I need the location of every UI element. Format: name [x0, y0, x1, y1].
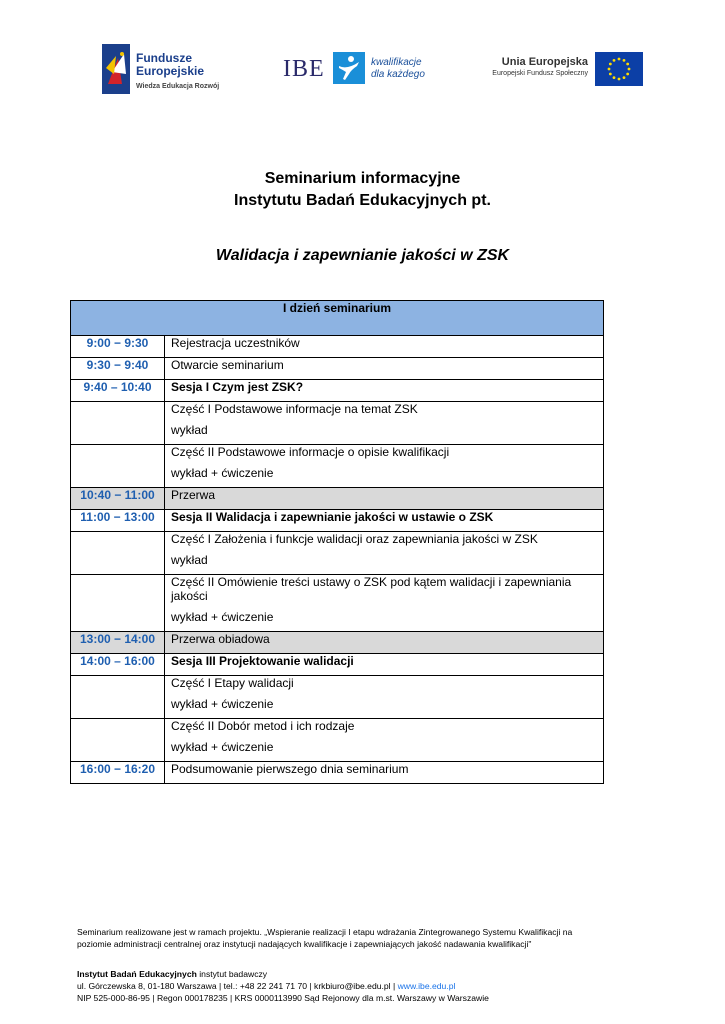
part-format: wykład + ćwiczenie [171, 697, 274, 711]
title-line1: Seminarium informacyjne [264, 170, 461, 187]
time-cell: 9:40 – 10:40 [71, 380, 165, 402]
ue-line2: Europejski Fundusz Społeczny [492, 70, 588, 77]
time-cell: 13:00 − 14:00 [71, 632, 165, 654]
eu-star-icon [613, 76, 616, 79]
break-row [71, 632, 604, 654]
time-cell [71, 532, 165, 575]
eu-star-icon [613, 59, 616, 62]
website-link[interactable]: www.ibe.edu.pl [397, 981, 456, 991]
agenda-header-row [71, 301, 604, 336]
time-cell: 9:30 − 9:40 [71, 358, 165, 380]
table-row [71, 510, 604, 532]
title-line2: Instytutu Badań Edukacyjnych pt. [234, 192, 491, 209]
eu-star-icon [608, 68, 611, 71]
fe-line1: Fundusze [136, 51, 192, 65]
part-format: wykład [171, 553, 208, 567]
part-title: Część II Dobór metod i ich rodzaje [171, 719, 355, 733]
part-format: wykład + ćwiczenie [171, 740, 274, 754]
project-note-line2: poziomie administracji centralnej oraz instytucji nadających kwalifikacje i zapewniających jakość nadawania kwalifikacji" [77, 939, 532, 949]
org-line [77, 968, 657, 980]
eu-flag-icon [595, 52, 643, 86]
ibe-logo [283, 52, 443, 88]
eu-star-icon [626, 63, 629, 66]
time-cell [71, 402, 165, 445]
time-cell: 9:00 − 9:30 [71, 336, 165, 358]
table-row [71, 402, 604, 445]
desc-cell: Podsumowanie pierwszego dnia seminarium [165, 762, 604, 784]
agenda-table [70, 300, 604, 784]
time-cell: 14:00 – 16:00 [71, 654, 165, 676]
page-title [0, 168, 725, 212]
unia-europejska-logo [482, 52, 647, 86]
time-cell: 11:00 − 13:00 [71, 510, 165, 532]
time-cell [71, 575, 165, 632]
part-format: wykład [171, 423, 208, 437]
table-row [71, 358, 604, 380]
table-row [71, 575, 604, 632]
eu-star-icon [609, 73, 612, 76]
part-title: Część I Etapy walidacji [171, 676, 294, 690]
session-cell: Sesja III Projektowanie walidacji [165, 654, 604, 676]
part-title: Część I Podstawowe informacje na temat ZSK [171, 402, 418, 416]
address-line [77, 980, 657, 992]
desc-cell [165, 719, 604, 762]
fe-flag-icon [102, 44, 130, 94]
time-cell: 16:00 − 16:20 [71, 762, 165, 784]
desc-cell: Przerwa [165, 488, 604, 510]
desc-cell [165, 445, 604, 488]
session-cell: Sesja I Czym jest ZSK? [165, 380, 604, 402]
desc-cell: Przerwa obiadowa [165, 632, 604, 654]
table-row [71, 654, 604, 676]
ibe-tagline2: dla każdego [371, 69, 425, 80]
desc-cell: Rejestracja uczestników [165, 336, 604, 358]
table-row [71, 336, 604, 358]
org-name: Instytut Badań Edukacyjnych [77, 969, 197, 979]
logo-bar [0, 40, 725, 100]
eu-star-icon [628, 68, 631, 71]
project-note [77, 926, 657, 950]
desc-cell [165, 676, 604, 719]
break-row [71, 488, 604, 510]
ibe-tagline1: kwalifikacje [371, 57, 422, 68]
eu-star-icon [618, 78, 621, 81]
part-title: Część II Omówienie treści ustawy o ZSK pod kątem walidacji i zapewniania [171, 575, 572, 589]
part-title: Część II Podstawowe informacje o opisie kwalifikacji [171, 445, 450, 459]
desc-cell [165, 532, 604, 575]
address: ul. Górczewska 8, 01-180 Warszawa | tel.: +48 22 241 71 70 | krkbiuro@ibe.edu.pl | [77, 981, 398, 991]
table-row [71, 532, 604, 575]
part-format: wykład + ćwiczenie [171, 610, 274, 624]
eu-star-icon [609, 63, 612, 66]
eu-star-icon [623, 76, 626, 79]
footer [77, 926, 657, 1004]
fe-line3: Wiedza Edukacja Rozwój [136, 83, 220, 90]
ibe-figure-icon [333, 52, 365, 84]
eu-star-icon [623, 59, 626, 62]
org-type: instytut badawczy [196, 969, 268, 979]
fe-line2: Europejskie [136, 64, 205, 78]
eu-star-icon [626, 73, 629, 76]
time-cell [71, 719, 165, 762]
part-format: wykład + ćwiczenie [171, 466, 274, 480]
part-title-cont: jakości [171, 589, 208, 603]
time-cell: 10:40 − 11:00 [71, 488, 165, 510]
registry-line: NIP 525-000-86-95 | Regon 000178235 | KRS 0000113990 Sąd Rejonowy dla m.st. Warszawy w Warszawie [77, 993, 489, 1003]
table-row [71, 445, 604, 488]
project-note-line1: Seminarium realizowane jest w ramach projektu. „Wspieranie realizacji I etapu wdrażania Zintegrowanego Systemu Kwalifikacji na [77, 927, 573, 937]
agenda-header: I dzień seminarium [71, 301, 604, 336]
table-row [71, 719, 604, 762]
session-cell: Sesja II Walidacja i zapewnianie jakości w ustawie o ZSK [165, 510, 604, 532]
fundusze-europejskie-logo [102, 44, 242, 94]
desc-cell [165, 575, 604, 632]
time-cell [71, 676, 165, 719]
page-subtitle: Walidacja i zapewnianie jakości w ZSK [215, 247, 510, 264]
desc-cell: Otwarcie seminarium [165, 358, 604, 380]
desc-cell [165, 402, 604, 445]
part-title: Część I Założenia i funkcje walidacji oraz zapewniania jakości w ZSK [171, 532, 538, 546]
ue-line1: Unia Europejska [501, 56, 588, 68]
table-row [71, 380, 604, 402]
time-cell [71, 445, 165, 488]
table-row [71, 676, 604, 719]
eu-star-icon [618, 58, 621, 61]
table-row [71, 762, 604, 784]
ibe-name: IBE [283, 56, 325, 82]
